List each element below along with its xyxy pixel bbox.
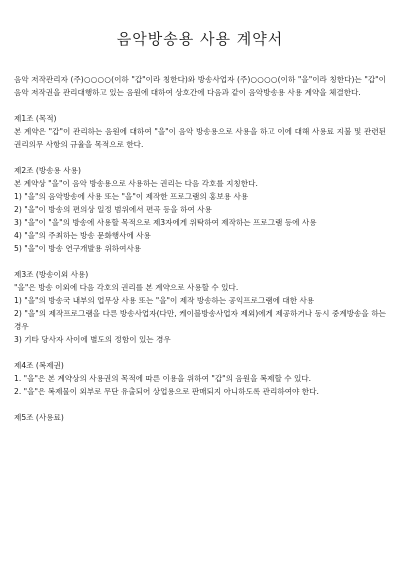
document-title: 음악방송용 사용 계약서	[116, 30, 284, 48]
article-heading: 제1조 (목적)	[14, 114, 57, 123]
article-line: 1) "을"의 방송국 내부의 업무상 사용 또는 "을"이 제작 방송하는 공익프로그램에 대한 사용	[14, 296, 315, 305]
article-2	[14, 164, 386, 255]
document-body	[14, 73, 386, 424]
article-heading: 제2조 (방송용 사용)	[14, 166, 81, 175]
article-line: 1. "을"은 본 계약상의 사용권의 목적에 따른 이용을 위하여 "갑"의 음원을 복제할 수 있다.	[14, 374, 312, 383]
article-3	[14, 268, 386, 346]
article-line: 3) 기타 당사자 사이에 별도의 정함이 있는 경우	[14, 335, 171, 344]
article-line: 4) "을"의 주최하는 방송 문화행사에 사용	[14, 231, 151, 240]
article-line: 2. "을"은 복제물이 외부로 무단 유출되어 상업용으로 판매되지 아니하도록 관리하여야 한다.	[14, 387, 319, 396]
intro-paragraph: 음악 저작관리자 (주)○○○○(이하 "갑"이라 칭한다)와 방송사업자 (주)○○○○(이하 "을"이라 칭한다)는 "갑"이 음악 저작권을 관리대행하고 있는 음원에 대하여 상호간에 다음과 같이 음악방송용 사용 계약을 체결한다.	[14, 75, 386, 97]
article-line: 5) "을"이 방송 연구개발용 위하여사용	[14, 244, 142, 253]
article-line: 본 계약상 "을"이 음악 방송용으로 사용하는 권리는 다음 각호를 지칭한다.	[14, 179, 258, 188]
article-line: "을"은 방송 이외에 다음 각호의 권리를 본 계약으로 사용할 수 있다.	[14, 283, 239, 292]
article-line: 1) "을"의 음악방송에 사용 또는 "을"이 제작한 프로그램의 홍보용 사용	[14, 192, 249, 201]
article-heading: 제3조 (방송이외 사용)	[14, 270, 89, 279]
article-4	[14, 359, 386, 398]
article-1	[14, 112, 386, 151]
article-heading: 제5조 (사용료)	[14, 413, 64, 422]
article-line: 본 계약은 "갑"이 관리하는 음원에 대하여 "을"이 음악 방송용으로 사용을 하고 이에 대해 사용료 지불 및 관련된 권리의무 사항의 규율을 목적으로 한다.	[14, 127, 386, 149]
article-5	[14, 411, 386, 424]
article-line: 3) "을"이 "을"의 방송에 사용할 목적으로 제3자에게 위탁하여 제작하는 프로그램 등에 사용	[14, 218, 317, 227]
article-line: 2) "을"의 제작프로그램을 다른 방송사업자(다만, 케이블방송사업자 제외)에게 제공하거나 동시 중계방송을 하는 경우	[14, 309, 386, 331]
article-heading: 제4조 (복제권)	[14, 361, 64, 370]
article-line: 2) "을"이 방송의 편의상 일정 범위에서 편곡 등을 하여 사용	[14, 205, 212, 214]
